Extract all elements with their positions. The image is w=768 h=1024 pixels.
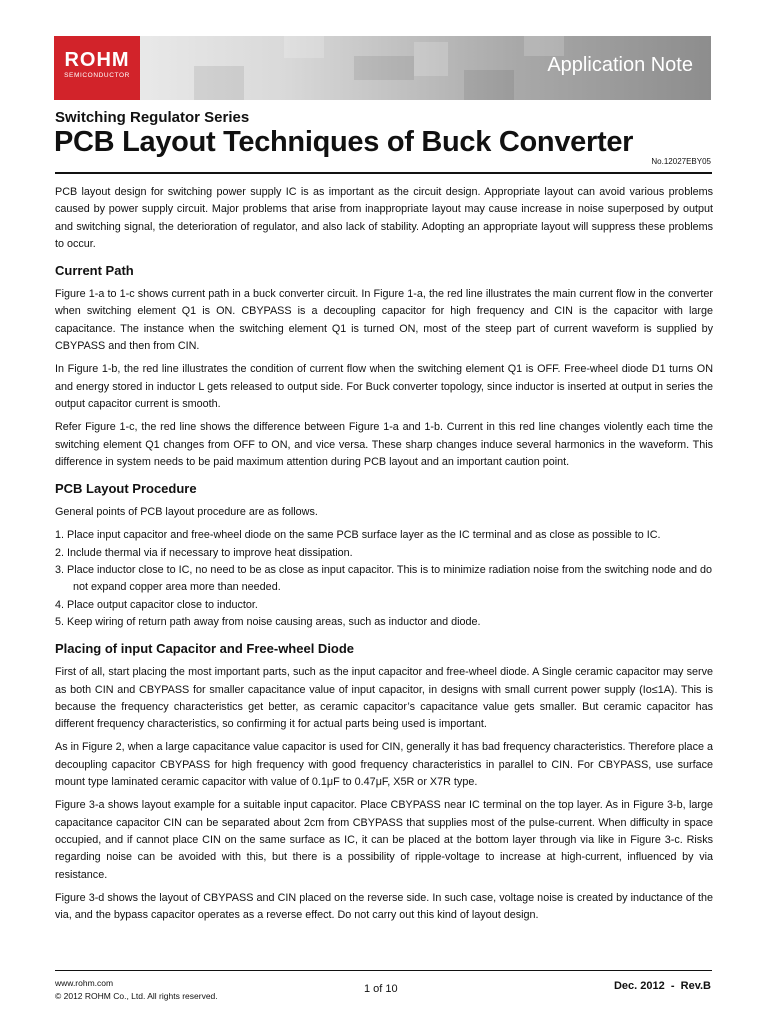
paragraph: In Figure 1-b, the red line illustrates the condition of current flow when the switching element Q1 is OFF. Free-wheel diode D1 turns ON and energy stored in inductor L gets released to output side. For Buck converter topology, since inductor is inserted at output in series the output capacitor current is smooth. (55, 363, 713, 410)
paragraph: Figure 1-a to 1-c shows current path in a buck converter circuit. In Figure 1-a, the red line illustrates the main current flow in the converter when switching element Q1 is ON. CBYPASS is a decoupling capacitor for high frequency and CIN is the capacitor with large capacitance. The instance when the switching element Q1 is turned ON, most of the steep part of current waveform is supplied by CBYPASS and then from CIN. (55, 288, 713, 353)
paragraph: First of all, start placing the most important parts, such as the input capacitor and free-wheel diode. A Single ceramic capacitor may serve as both CIN and CBYPASS for smaller capacitance value of input capacitor, in designs with small current power supply (Io≤1A). This is because the frequency characteristics get better, as ceramic capacitor’s capacitance value gets smaller. But ceramic capacitor has different frequency characteristics, so confirming it for actual parts being used is important. (55, 666, 713, 731)
rohm-logo (54, 36, 140, 100)
title-divider (55, 172, 712, 174)
paragraph: General points of PCB layout procedure are as follows. (55, 506, 318, 519)
paragraph: Figure 3-a shows layout example for a suitable input capacitor. Place CBYPASS near IC terminal on the top layer. As in Figure 3-b, large capacitance capacitor CIN can be separated about 2cm from CBYPASS that supplies most of the pulse-current. When difficulty in space occupied, and if cannot place CIN on the same surface as IC, it can be placed at the bottom layer through via like in Figure 3-c. Risks regarding noise can be avoided with this, but there is a possibility of ripple-voltage to increase at high-current, influenced by via resistance. (55, 799, 713, 881)
footer-website: www.rohm.com (55, 978, 114, 988)
list-item: 4. Place output capacitor close to inductor. (55, 598, 258, 611)
paragraph: Figure 3-d shows the layout of CBYPASS and CIN placed on the reverse side. In such case, voltage noise is created by inductance of the via, and the bypass capacitor operates as a reverse effect. Do not carry out this kind of layout design. (55, 891, 713, 922)
intro-paragraph: PCB layout design for switching power supply IC is as important as the circuit design. Appropriate layout can avoid various problems caused by power supply circuit. Major problems that arise from inappropriate layout may cause increase in noise superposed by output and switching signal, the deterioration of regulator, and also lack of stability. Adopting an appropriate layout will suppress these problems to occur. (55, 186, 713, 250)
procedure-list (55, 527, 713, 631)
list-item: 5. Keep wiring of return path away from noise causing areas, such as inductor and diode. (55, 615, 481, 628)
list-item: 1. Place input capacitor and free-wheel diode on the same PCB surface layer as the IC terminal and as close as possible to IC. (55, 529, 661, 542)
section-heading-current-path: Current Path (55, 263, 134, 279)
list-item: 2. Include thermal via if necessary to improve heat dissipation. (55, 546, 353, 559)
date-revision: Dec. 2012 - Rev.B (613, 980, 711, 992)
logo-text: ROHM (64, 49, 130, 71)
header-banner (54, 36, 711, 100)
section-heading-procedure: PCB Layout Procedure (55, 481, 197, 497)
doc-number: No.12027EBY05 (651, 157, 711, 166)
document-body (55, 184, 713, 930)
series-label: Switching Regulator Series (55, 109, 250, 126)
footer-divider (55, 970, 712, 971)
paragraph: As in Figure 2, when a large capacitance value capacitor is used for CIN, generally it has bad frequency characteristics. Therefore place a decoupling capacitor CBYPASS for high frequency with good frequency characteristics in parallel to CIN. For CBYPASS, use surface mount type laminated ceramic capacitor with value of 0.1μF to 0.47μF, X5R or X7R type. (55, 741, 713, 789)
list-item: 3. Place inductor close to IC, no need to be as close as input capacitor. This is to minimize radiation noise from the switching node and do not expand copper area more than needed. (55, 564, 712, 594)
logo-subtext: SEMICONDUCTOR (64, 72, 130, 79)
footer-copyright: © 2012 ROHM Co., Ltd. All rights reserved. (55, 991, 218, 1001)
page-number: 1 of 10 (364, 983, 398, 995)
doc-type-label: Application Note (547, 54, 693, 76)
page-title: PCB Layout Techniques of Buck Converter (54, 126, 634, 158)
paragraph: Refer Figure 1-c, the red line shows the difference between Figure 1-a and 1-b. Current in this red line changes violently each time the switching element Q1 changes from OFF to ON, and vice versa. These sharp changes induce several harmonics in the waveform. This difference in system needs to be paid maximum attention during PCB layout and an important caution point. (55, 421, 713, 468)
section-heading-placing: Placing of input Capacitor and Free-wheel Diode (55, 641, 355, 657)
